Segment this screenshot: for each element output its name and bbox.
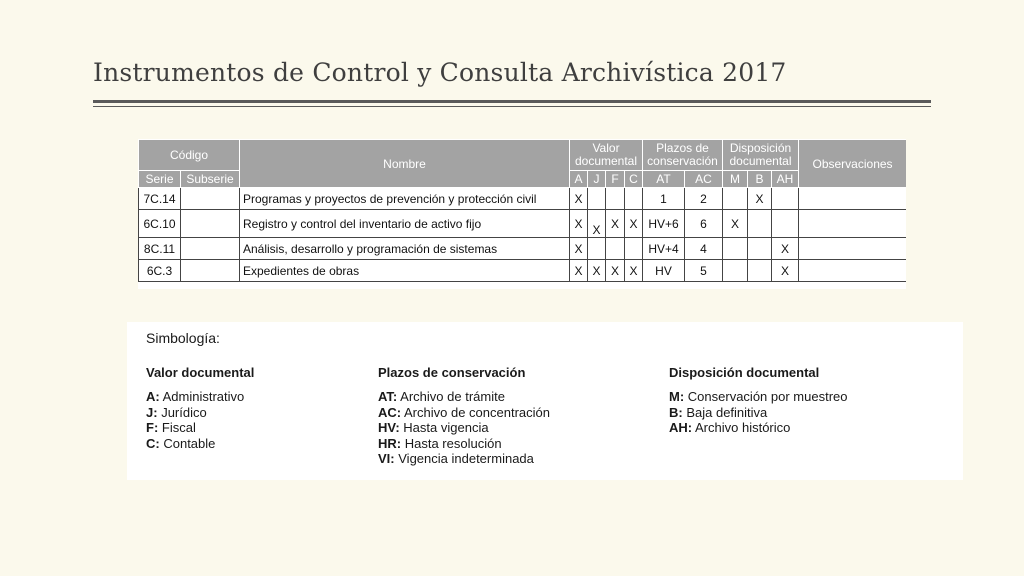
legend-code: J: bbox=[146, 404, 158, 420]
cell-a: X bbox=[570, 188, 588, 210]
header-c: C bbox=[625, 171, 643, 188]
legend-code: A: bbox=[146, 389, 160, 404]
header-at: AT bbox=[643, 171, 685, 188]
title-rule-thick bbox=[93, 100, 931, 103]
legend-item bbox=[146, 420, 254, 436]
cell-b bbox=[748, 210, 772, 238]
header-a: A bbox=[570, 171, 588, 188]
legend-text: Jurídico bbox=[161, 404, 207, 420]
cell-ah: X bbox=[772, 238, 799, 260]
legend-text: Administrativo bbox=[162, 389, 245, 404]
cell-j: X bbox=[588, 260, 606, 282]
slide-title: Instrumentos de Control y Consulta Archivística 2017 bbox=[93, 58, 787, 87]
cell-at: HV+4 bbox=[643, 238, 685, 260]
header-disposicion: Disposición documental bbox=[723, 140, 799, 171]
cell-subserie bbox=[181, 188, 240, 210]
legend-item bbox=[378, 389, 550, 405]
cell-ah bbox=[772, 210, 799, 238]
header-nombre: Nombre bbox=[240, 140, 570, 188]
cell-m bbox=[723, 260, 748, 282]
header-f: F bbox=[606, 171, 625, 188]
legend-item bbox=[378, 405, 550, 421]
legend-code: AC: bbox=[378, 404, 402, 420]
legend-item bbox=[669, 389, 848, 405]
header-observaciones: Observaciones bbox=[799, 140, 906, 188]
cell-serie: 8C.11 bbox=[139, 238, 181, 260]
header-valor: Valor documental bbox=[570, 140, 643, 171]
header-m: M bbox=[723, 171, 748, 188]
legend-code: F: bbox=[146, 420, 159, 435]
cell-m bbox=[723, 238, 748, 260]
header-serie: Serie bbox=[139, 171, 181, 188]
cell-at: HV+6 bbox=[643, 210, 685, 238]
cell-nombre: Programas y proyectos de prevención y protección civil bbox=[240, 188, 570, 210]
legend-text: Conservación por muestreo bbox=[687, 389, 848, 404]
legend-item bbox=[378, 420, 550, 436]
cell-f: X bbox=[606, 260, 625, 282]
cell-c: X bbox=[625, 260, 643, 282]
cell-f: X bbox=[606, 210, 625, 238]
legend-valor-title: Valor documental bbox=[146, 365, 255, 380]
cell-f bbox=[606, 238, 625, 260]
cell-serie: 6C.10 bbox=[139, 210, 181, 238]
cell-ac: 2 bbox=[685, 188, 723, 210]
legend-plazos-column bbox=[378, 365, 550, 467]
cell-ah: X bbox=[772, 260, 799, 282]
header-ac: AC bbox=[685, 171, 723, 188]
cell-at: 1 bbox=[643, 188, 685, 210]
header-ah: AH bbox=[772, 171, 799, 188]
cell-subserie bbox=[181, 210, 240, 238]
legend-code: C: bbox=[146, 435, 160, 451]
legend-text: Vigencia indeterminada bbox=[398, 451, 534, 466]
table-row bbox=[139, 238, 907, 260]
legend-item bbox=[669, 420, 848, 436]
legend-panel bbox=[127, 322, 963, 480]
cell-c: X bbox=[625, 210, 643, 238]
legend-code: HV: bbox=[378, 420, 400, 435]
legend-text: Archivo histórico bbox=[695, 420, 791, 435]
cell-m bbox=[723, 188, 748, 210]
cell-ac: 5 bbox=[685, 260, 723, 282]
cell-observaciones bbox=[799, 260, 906, 282]
legend-code: HR: bbox=[378, 435, 402, 451]
legend-text: Hasta resolución bbox=[404, 435, 502, 451]
cell-c bbox=[625, 238, 643, 260]
legend-text: Fiscal bbox=[161, 420, 196, 435]
header-plazos: Plazos de conservación bbox=[643, 140, 723, 171]
cell-a: X bbox=[570, 238, 588, 260]
cell-ah bbox=[772, 188, 799, 210]
cell-nombre: Análisis, desarrollo y programación de sistemas bbox=[240, 238, 570, 260]
legend-disposicion-title: Disposición documental bbox=[669, 365, 820, 380]
cell-f bbox=[606, 188, 625, 210]
legend-valor-column bbox=[146, 365, 254, 451]
legend-text: Archivo de trámite bbox=[400, 389, 505, 404]
legend-code: B: bbox=[669, 404, 683, 420]
cell-nombre: Expedientes de obras bbox=[240, 260, 570, 282]
catalog-table-image bbox=[138, 139, 906, 289]
table-row bbox=[139, 210, 907, 238]
cell-m: X bbox=[723, 210, 748, 238]
cell-b: X bbox=[748, 188, 772, 210]
legend-text: Hasta vigencia bbox=[403, 420, 489, 435]
cell-a: X bbox=[570, 260, 588, 282]
cell-observaciones bbox=[799, 238, 906, 260]
legend-item bbox=[378, 436, 550, 452]
cell-j: X bbox=[588, 210, 606, 238]
legend-item bbox=[378, 451, 550, 467]
header-codigo: Código bbox=[139, 140, 240, 171]
cell-serie: 7C.14 bbox=[139, 188, 181, 210]
cell-at: HV bbox=[643, 260, 685, 282]
legend-code: AT: bbox=[378, 389, 398, 404]
cell-subserie bbox=[181, 238, 240, 260]
cell-a: X bbox=[570, 210, 588, 238]
cell-j bbox=[588, 188, 606, 210]
header-j: J bbox=[588, 171, 606, 188]
legend-item bbox=[146, 405, 254, 421]
cell-j bbox=[588, 238, 606, 260]
header-subserie: Subserie bbox=[181, 171, 240, 188]
cell-nombre: Registro y control del inventario de activo fijo bbox=[240, 210, 570, 238]
legend-disposicion-column bbox=[669, 365, 848, 436]
legend-code: AH: bbox=[669, 420, 693, 435]
cell-b bbox=[748, 238, 772, 260]
table-row bbox=[139, 188, 907, 210]
cell-subserie bbox=[181, 260, 240, 282]
legend-code: VI: bbox=[378, 451, 395, 466]
legend-item bbox=[669, 405, 848, 421]
cell-c bbox=[625, 188, 643, 210]
legend-plazos-title: Plazos de conservación bbox=[378, 365, 526, 380]
legend-heading: Simbología: bbox=[146, 330, 220, 346]
legend-item bbox=[146, 436, 254, 452]
cell-observaciones bbox=[799, 188, 906, 210]
cell-serie: 6C.3 bbox=[139, 260, 181, 282]
legend-code: M: bbox=[669, 389, 685, 404]
cell-ac: 6 bbox=[685, 210, 723, 238]
cell-ac: 4 bbox=[685, 238, 723, 260]
header-b: B bbox=[748, 171, 772, 188]
legend-item bbox=[146, 389, 254, 405]
catalog-table bbox=[138, 139, 906, 282]
legend-text: Archivo de concentración bbox=[404, 404, 550, 420]
title-rule-thin bbox=[93, 106, 931, 107]
cell-b bbox=[748, 260, 772, 282]
legend-text: Baja definitiva bbox=[686, 404, 768, 420]
cell-observaciones bbox=[799, 210, 906, 238]
table-row bbox=[139, 260, 907, 282]
legend-text: Contable bbox=[163, 435, 216, 451]
